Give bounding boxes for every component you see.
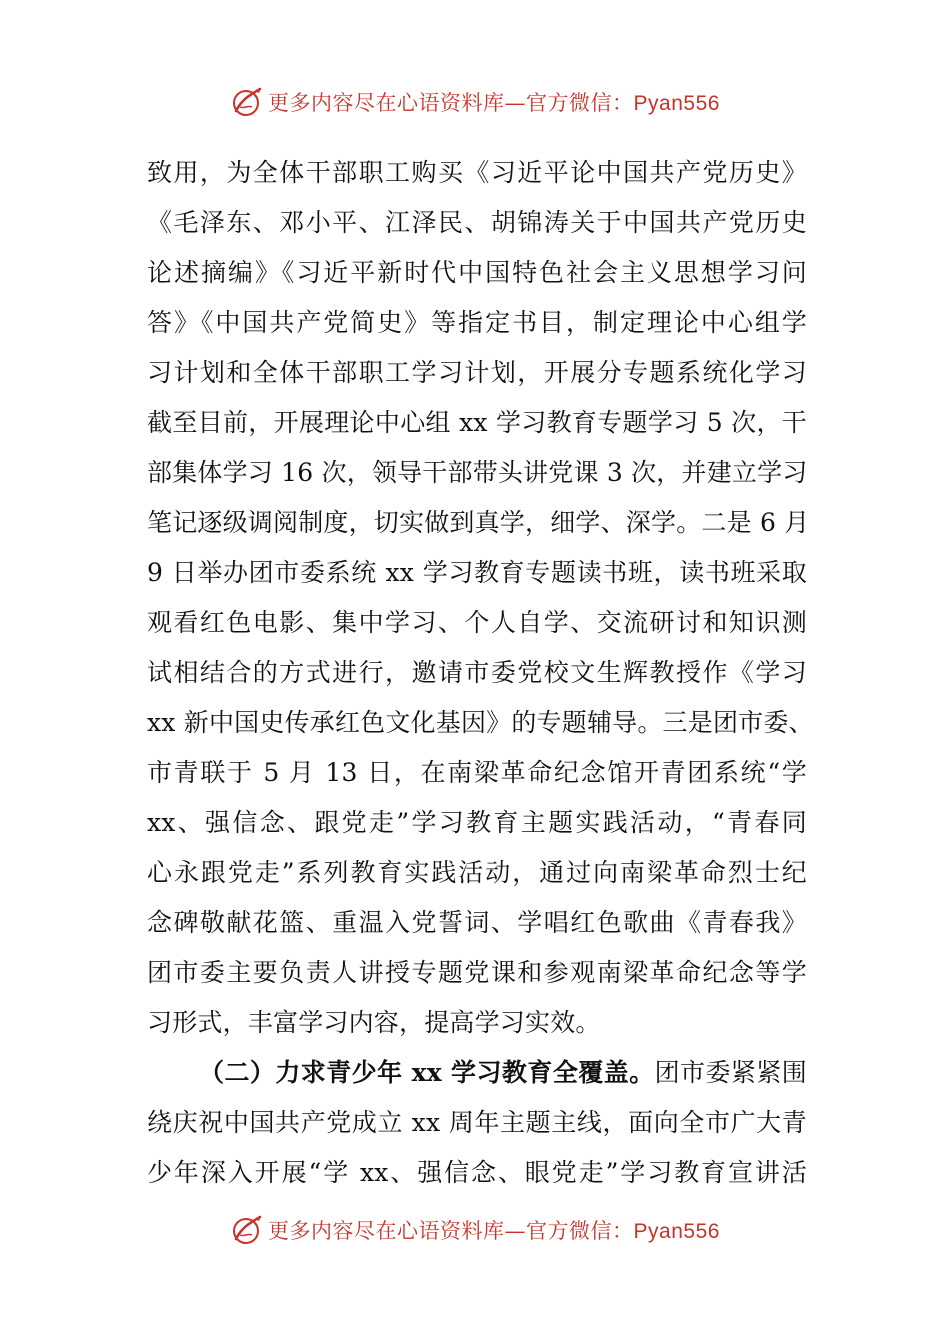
text-line: 部集体学习 16 次，领导干部带头讲党课 3 次，并建立学习 <box>147 458 808 487</box>
pen-signature-icon <box>230 1213 264 1247</box>
paragraph-2 <box>147 1048 807 1198</box>
text-line: 论述摘编》《习近平新时代中国特色社会主义思想学习问 <box>147 258 807 287</box>
text-line: 笔记逐级调阅制度，切实做到真学，细学、深学。二是 6 月 <box>147 508 810 537</box>
text-line: 试相结合的方式进行，邀请市委党校文生辉教授作《学习 <box>147 658 807 687</box>
text-line <box>147 1048 807 1098</box>
text-line: 致用，为全体干部职工购买《习近平论中国共产党历史》 <box>147 158 807 187</box>
watermark-site-text: 更多内容尽在心语资料库 <box>268 91 505 115</box>
text-line: 观看红色电影、集中学习、个人自学、交流研讨和知识测 <box>147 608 807 637</box>
text-line: 市青联于 5 月 13 日，在南梁革命纪念馆开青团系统“学 <box>147 758 807 787</box>
text-line: 念碑敬献花篮、重温入党誓词、学唱红色歌曲《青春我》 <box>147 908 807 937</box>
watermark-wechat-label: 官方微信： <box>526 1219 634 1243</box>
text-line: xx、强信念、跟党走”学习教育主题实践活动，“青春同 <box>147 808 807 837</box>
text-line: xx 新中国史传承红色文化基因》的专题辅导。三是团市委、 <box>147 708 814 737</box>
footer-watermark-banner <box>0 1210 950 1250</box>
text-line: 绕庆祝中国共产党成立 xx 周年主题主线，面向全市广大青 <box>147 1108 807 1137</box>
watermark-text <box>268 1215 720 1245</box>
pen-signature-icon <box>230 85 264 119</box>
watermark-wechat-label: 官方微信： <box>526 91 634 115</box>
text-line: 团市委主要负责人讲授专题党课和参观南梁革命纪念等学 <box>147 958 807 987</box>
watermark-dash: — <box>504 91 527 115</box>
paragraph-1 <box>147 148 814 1048</box>
heading-line-rest: 团市委紧紧围 <box>654 1058 808 1087</box>
text-line: 心永跟党走”系列教育实践活动，通过向南梁革命烈士纪 <box>147 858 807 887</box>
watermark-wechat-id: Pyan556 <box>633 92 720 115</box>
text-line: 习形式，丰富学习内容，提高学习实效。 <box>147 1008 601 1037</box>
text-line: 少年深入开展“学 xx、强信念、眼党走”学习教育宣讲活 <box>147 1158 807 1187</box>
watermark-wechat-id: Pyan556 <box>633 1220 720 1243</box>
document-body <box>147 148 814 1198</box>
text-line: 截至目前，开展理论中心组 xx 学习教育专题学习 5 次，干 <box>147 408 807 437</box>
watermark-site-text: 更多内容尽在心语资料库 <box>268 1219 505 1243</box>
watermark-dash: — <box>504 1219 527 1243</box>
text-line: 《毛泽东、邓小平、江泽民、胡锦涛关于中国共产党历史 <box>147 208 807 237</box>
text-line: 答》《中国共产党简史》等指定书目，制定理论中心组学 <box>147 308 807 337</box>
section-heading: （二）力求青少年 xx 学习教育全覆盖。 <box>199 1058 655 1087</box>
watermark-text <box>268 87 720 117</box>
text-line: 习计划和全体干部职工学习计划，开展分专题系统化学习 <box>147 358 807 387</box>
text-line: 9 日举办团市委系统 xx 学习教育专题读书班，读书班采取 <box>147 558 807 587</box>
header-watermark-banner <box>0 82 950 122</box>
